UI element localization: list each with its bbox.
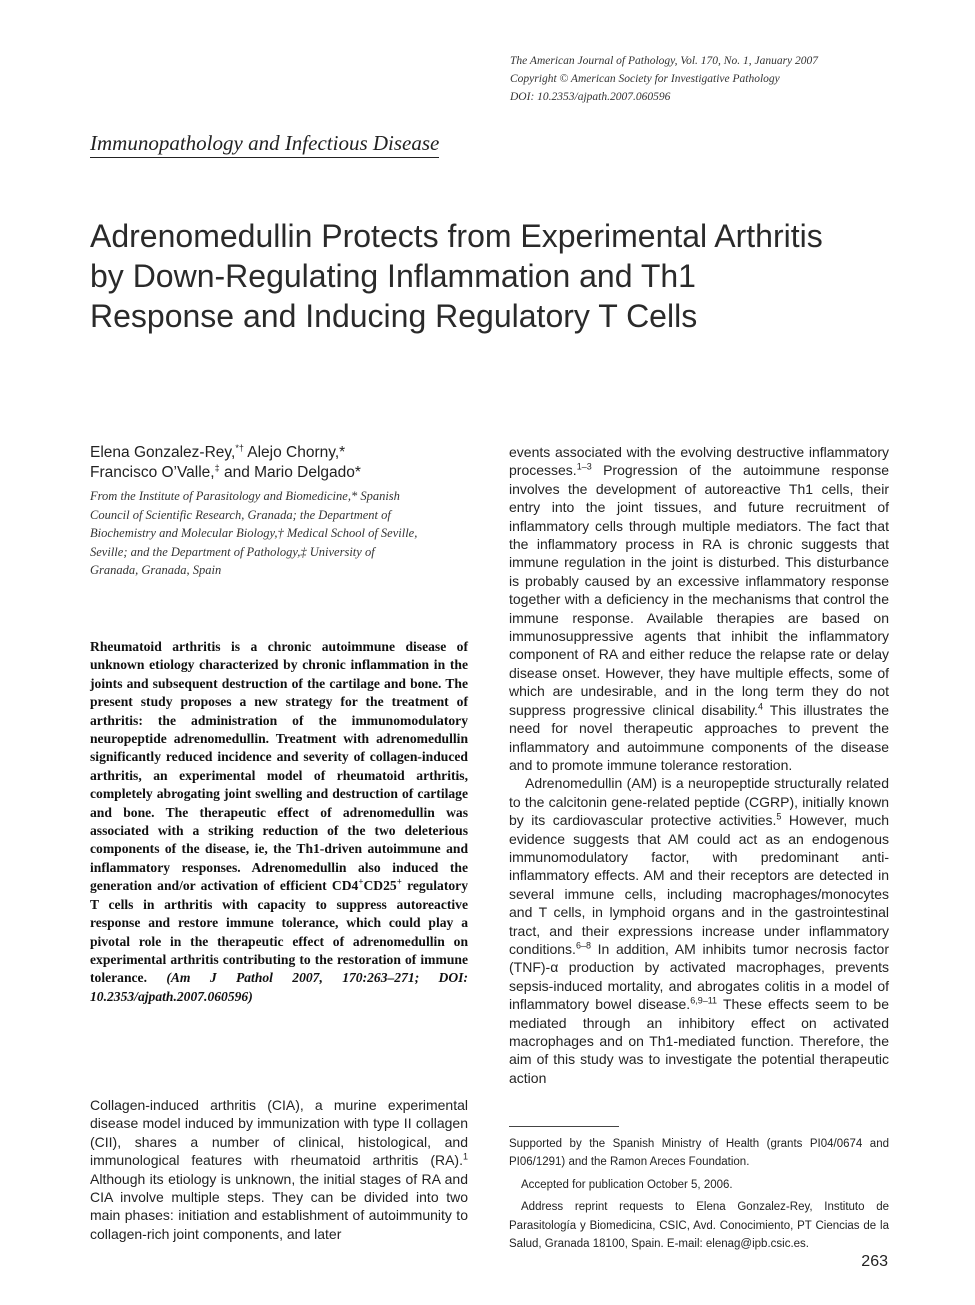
affiliation-line: Seville; and the Department of Pathology,‡ University of	[90, 544, 375, 559]
article-title	[90, 216, 910, 336]
body-text: events associated with the evolving destructive inflammatory processes.	[509, 444, 889, 479]
page-number: 263	[861, 1253, 888, 1270]
body-text: This illustrates the need for novel therapeutic approaches to prevent the inflammatory and autoimmune components of the disease and to promote immune tolerance restoration.	[509, 701, 889, 773]
author-3: Francisco O’Valle,	[90, 464, 215, 481]
author-2: Alejo Chorny,*	[243, 444, 346, 461]
journal-doi-line: DOI: 10.2353/ajpath.2007.060596	[510, 91, 671, 103]
journal-citation-header	[510, 52, 930, 106]
accepted-date-note: Accepted for publication October 5, 2006.	[521, 1178, 733, 1191]
reference-link[interactable]: 4	[757, 701, 763, 712]
intro-paragraph	[509, 443, 889, 774]
body-text: In addition, AM inhibits tumor necrosis factor (TNF)-α production by activated macrophages, prevents sepsis-induced mortality, and abrogates colitis in a model of inflammatory bowel disease.	[509, 940, 889, 1013]
affiliation-line: Biochemistry and Molecular Biology,† Medical School of Seville,	[90, 526, 418, 540]
title-line-1: Adrenomedullin Protects from Experimental Arthritis	[90, 218, 823, 254]
reference-link[interactable]: 1–3	[576, 461, 592, 472]
body-text: Progression of the autoimmune response involves the development of autoreactive Th1 cells, their entry into the joint tissues, and future recruitment of inflammatory cells through multiple mediators. The fact that the inflammatory process in RA is chronic suggests that immune regulation in the joint is disturbed. This disturbance is probably caused by an excessive inflammatory response together with a deficiency in the mechanisms that control the immune response. Available therapies are based on immunosuppressive agents that inhibit the inflammatory component of RA and either reduce the relapse rate or delay disease onset. However, they have multiple effects, some of which are undesirable, and in the long term they do not suppress progressive clinical disability.	[509, 462, 889, 718]
author-3-affil-mark: ‡	[214, 462, 220, 473]
author-4: and Mario Delgado*	[219, 464, 361, 481]
reference-link[interactable]: 6,9–11	[690, 995, 718, 1006]
reference-link[interactable]: 5	[776, 811, 782, 822]
funding-note: Supported by the Spanish Ministry of Health (grants PI04/0674 and PI06/1291) and the Ramon Areces Foundation.	[509, 1138, 889, 1169]
body-text: Collagen-induced arthritis (CIA), a murine experimental disease model induced by immunization with type II collagen (CII), shares a number of clinical, histological, and immunological features with rheumatoid arthritis (RA).	[90, 1097, 468, 1169]
footnote-divider	[509, 1126, 619, 1127]
abstract-citation: (Am J Pathol 2007, 170:263–271; DOI: 10.2353/ajpath.2007.060596)	[90, 970, 469, 1004]
intro-paragraph	[90, 1096, 468, 1243]
author-1-affil-mark: *†	[235, 442, 244, 453]
intro-paragraph	[509, 774, 889, 1087]
section-heading: Immunopathology and Infectious Disease	[90, 131, 439, 158]
author-line-2	[90, 463, 480, 483]
abstract-text: regulatory T cells in arthritis with capacity to suppress autoreactive response and restore immune tolerance, which could play a pivotal role in the therapeutic effect of adrenomedullin on experimental arthritis contributing to the restoration of immune tolerance.	[90, 878, 469, 986]
title-line-3: Response and Inducing Regulatory T Cells	[90, 298, 698, 334]
affiliation-line: Granada, Granada, Spain	[90, 563, 222, 577]
reference-link[interactable]: 1	[462, 1151, 468, 1162]
superscript: +	[358, 876, 364, 887]
body-text: However, much evidence suggests that AM could act as an endogenous immunomodulatory factor, with predominant anti-inflammatory effects. AM and their receptors are detected in several immune cells, including macrophages/monocytes and T cells, in lymphoid organs and in the gastrointestinal tract, and their expressions increase under inflammatory conditions.	[509, 812, 890, 957]
author-1: Elena Gonzalez-Rey,	[90, 444, 236, 461]
author-line-1	[90, 443, 480, 463]
journal-copyright-line: Copyright © American Society for Investigative Pathology	[510, 73, 780, 85]
body-text: Adrenomedullin (AM) is a neuropeptide structurally related to the calcitonin gene-related peptide (CGRP), initially known by its cardiovascular protective activities.	[509, 775, 889, 829]
affiliation-line: Council of Scientific Research, Granada; the Department of	[90, 507, 391, 522]
author-list	[90, 443, 480, 483]
title-line-2: by Down-Regulating Inflammation and Th1	[90, 258, 696, 294]
footnotes	[509, 1135, 889, 1257]
journal-volume-line: The American Journal of Pathology, Vol. 170, No. 1, January 2007	[510, 55, 819, 67]
body-text: Although its etiology is unknown, the initial stages of RA and CIA involve multiple steps. They can be divided into two main phases: initiation and establishment of autoimmunity to collagen-rich joint components, and later	[90, 1170, 468, 1242]
affiliation-line: From the Institute of Parasitology and Biomedicine,* Spanish	[90, 489, 400, 503]
abstract-text: CD25	[363, 878, 397, 894]
abstract-text: Rheumatoid arthritis is a chronic autoimmune disease of unknown etiology characterized by chronic inflammation in the joints and subsequent destruction of the cartilage and bone. The present study proposes a new strategy for the treatment of arthritis: the administration of the immunomodulatory neuropeptide adrenomedullin. Treatment with adrenomedullin significantly reduced incidence and severity of collagen-induced arthritis, an experimental model of rheumatoid arthritis, completely abrogating joint swelling and destruction of cartilage and bone. The therapeutic effect of adrenomedullin was associated with a striking reduction of the two deleterious components of the disease, ie, the Th1-driven autoimmune and inflammatory responses. Adrenomedullin also induced the generation and/or activation of efficient CD4	[90, 639, 468, 894]
introduction-left-column	[90, 1096, 468, 1243]
superscript: +	[396, 876, 402, 887]
body-text: These effects seem to be mediated through an inhibitory effect on activated macrophages and on Th1-mediated function. Therefore, the aim of this study was to investigate the potential therapeutic action	[509, 996, 889, 1086]
affiliations	[90, 487, 470, 580]
reference-link[interactable]: 6–8	[575, 940, 591, 951]
abstract	[90, 638, 468, 1006]
reprint-address-note: Address reprint requests to Elena Gonzalez-Rey, Instituto de Parasitología y Biomedicina, CSIC, Avd. Conocimiento, PT Ciencias de la Salud, Granada 18100, Spain. E-mail: elenag@ipb.csic.es.	[509, 1201, 889, 1251]
introduction-right-column	[509, 443, 889, 1087]
